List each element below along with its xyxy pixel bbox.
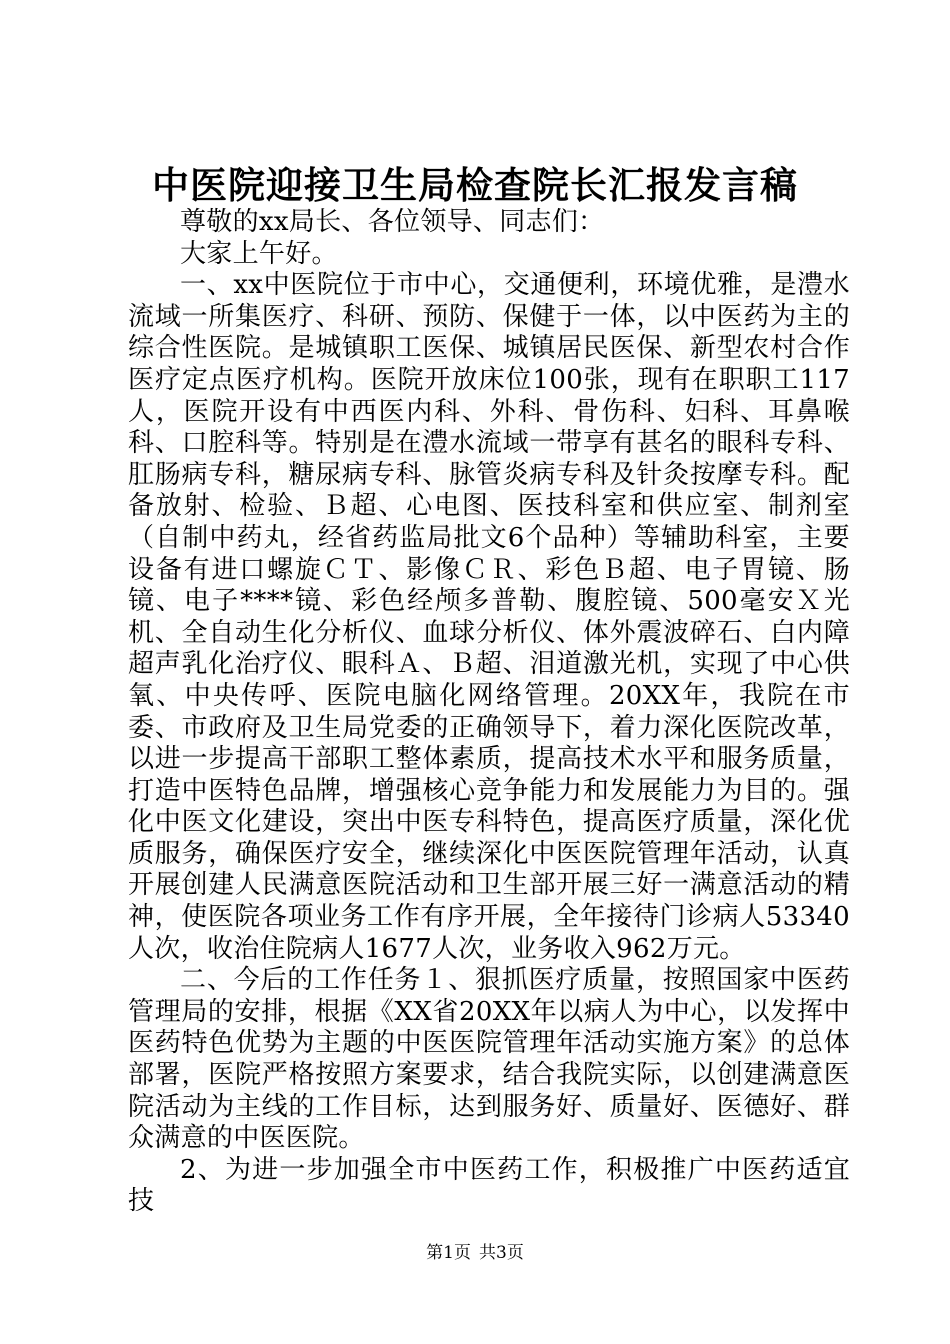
page-number: 第1页 <box>426 1243 471 1263</box>
document-title: 中医院迎接卫生局检查院长汇报发言稿 <box>152 163 798 207</box>
paragraph-promote-tcm: 2、为进一步加强全市中医药工作，积极推广中医药适宜技 <box>128 1154 850 1217</box>
page-total: 共3页 <box>479 1243 524 1263</box>
paragraph-hospital-overview: 一、xx中医院位于市中心，交通便利，环境优雅，是澧水流域一所集医疗、科研、预防、保健于一体，以中医药为主的综合性医院。是城镇职工医保、城镇居民医保、新型农村合作医疗定点医疗机构。医院开放床位100张，现有在职职工117人，医院开设有中西医内科、外科、骨伤科、妇科、耳鼻喉科、口腔科等。特别是在澧水流域一带享有甚名的眼科专科、肛肠病专科，糖尿病专科、脉管炎病专科及针灸按摩专科。配备放射、检验、Ｂ超、心电图、医技科室和供应室、制剂室（自制中药丸，经省药监局批文6个品种）等辅助科室，主要设备有进口螺旋ＣＴ、影像ＣＲ、彩色Ｂ超、电子胃镜、肠镜、电子****镜、彩色经颅多普勒、腹腔镜、500毫安Ｘ光机、全自动生化分析仪、血球分析仪、体外震波碎石、白内障超声乳化治疗仪、眼科Ａ、Ｂ超、泪道激光机，实现了中心供氧、中央传呼、医院电脑化网络管理。20XX年，我院在市委、市政府及卫生局党委的正确领导下，着力深化医院改革，以进一步提高干部职工整体素质，提高技术水平和服务质量，打造中医特色品牌，增强核心竞争能力和发展能力为目的。强化中医文化建设，突出中医专科特色，提高医疗质量，深化优质服务，确保医疗安全，继续深化中医医院管理年活动，认真开展创建人民满意医院活动和卫生部开展三好一满意活动的精神，使医院各项业务工作有序开展，全年接待门诊病人53340人次，收治住院病人1677人次，业务收入962万元。 <box>128 270 850 964</box>
document-body <box>128 207 850 1218</box>
salutation: 尊敬的xx局长、各位领导、同志们： <box>180 207 605 237</box>
greeting: 大家上午好。 <box>180 238 338 269</box>
paragraph-future-tasks: 二、今后的工作任务１、狠抓医疗质量，按照国家中医药管理局的安排，根据《XX省20XX年以病人为中心，以发挥中医药特色优势为主题的中医医院管理年活动实施方案》的总体部署，医院严格按照方案要求，结合我院实际，以创建满意医院活动为主线的工作目标，达到服务好、质量好、医德好、群众满意的中医医院。 <box>128 965 850 1154</box>
page-footer <box>0 1241 950 1265</box>
